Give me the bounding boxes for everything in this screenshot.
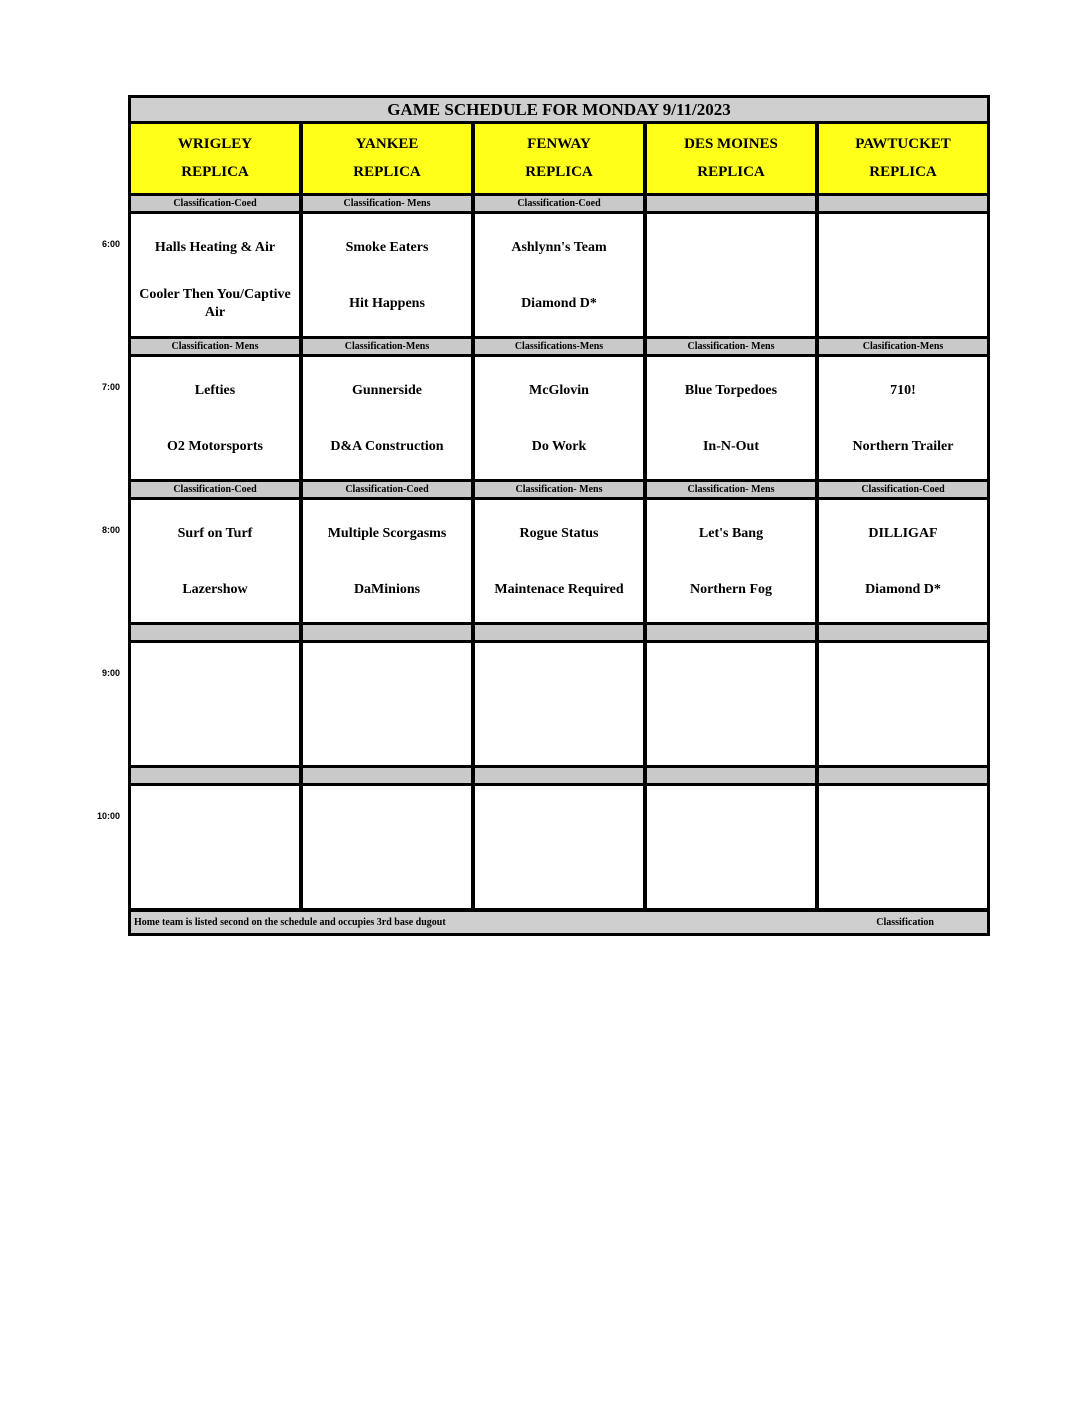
away-team: 710! — [890, 383, 916, 398]
home-team — [651, 858, 811, 894]
game-cell — [303, 786, 471, 908]
field-header — [819, 124, 987, 193]
home-team: Diamond D* — [865, 582, 941, 597]
field-name: FENWAY — [527, 136, 591, 152]
game-cell — [131, 643, 299, 765]
game-cell — [303, 500, 471, 622]
home-team — [823, 858, 983, 894]
away-team: Smoke Eaters — [345, 240, 429, 255]
footer-note: Home team is listed second on the schedule and occupies 3rd base dugout — [134, 917, 446, 928]
classification-cell: Clasification-Mens — [819, 339, 987, 354]
home-team: D&A Construction — [330, 439, 444, 454]
away-team — [823, 230, 983, 266]
home-team — [823, 715, 983, 751]
home-team — [479, 715, 639, 751]
footer-row — [131, 912, 987, 933]
schedule-table — [128, 95, 990, 936]
field-header — [303, 124, 471, 193]
home-team — [479, 858, 639, 894]
field-header — [131, 124, 299, 193]
away-team: Ashlynn's Team — [511, 240, 607, 255]
game-cell — [819, 643, 987, 765]
field-subtitle: REPLICA — [525, 164, 593, 180]
away-team: DILLIGAF — [868, 526, 938, 541]
away-team — [135, 802, 295, 838]
game-cell — [819, 500, 987, 622]
away-team: Lefties — [194, 383, 236, 398]
game-cell — [819, 357, 987, 479]
game-cell — [647, 357, 815, 479]
field-name: WRIGLEY — [177, 136, 253, 152]
game-cell — [647, 214, 815, 336]
classification-cell — [819, 768, 987, 783]
home-team: Northern Fog — [689, 582, 773, 597]
away-team — [479, 802, 639, 838]
classification-cell — [303, 625, 471, 640]
classification-cell — [131, 625, 299, 640]
field-name: DES MOINES — [684, 136, 778, 152]
classification-cell — [475, 625, 643, 640]
away-team — [307, 802, 467, 838]
classification-cell: Classification-Coed — [475, 196, 643, 211]
home-team — [135, 715, 295, 751]
time-label: 6:00 — [101, 239, 120, 249]
away-team: Surf on Turf — [177, 526, 253, 541]
game-cell — [647, 786, 815, 908]
home-team: Diamond D* — [521, 296, 597, 311]
home-team: Maintenace Required — [494, 582, 624, 597]
game-cell — [475, 214, 643, 336]
time-label: 10:00 — [96, 811, 120, 821]
classification-cell: Classification- Mens — [647, 339, 815, 354]
game-cell — [647, 643, 815, 765]
field-name: YANKEE — [355, 136, 419, 152]
home-team: DaMinions — [353, 582, 421, 597]
classification-cell: Classification- Mens — [303, 196, 471, 211]
classification-cell — [647, 625, 815, 640]
home-team: Do Work — [531, 439, 587, 454]
classification-cell: Classification- Mens — [475, 482, 643, 497]
classification-cell: Classification-Coed — [131, 196, 299, 211]
classification-cell — [475, 768, 643, 783]
game-cell — [647, 500, 815, 622]
classification-cell — [819, 625, 987, 640]
home-team — [651, 286, 811, 322]
game-cell — [819, 786, 987, 908]
home-team: Hit Happens — [349, 296, 425, 311]
game-cell — [475, 643, 643, 765]
field-subtitle: REPLICA — [697, 164, 765, 180]
footer-classification: Classification — [876, 917, 934, 928]
time-label: 7:00 — [101, 382, 120, 392]
game-cell — [475, 500, 643, 622]
home-team — [307, 858, 467, 894]
field-header — [475, 124, 643, 193]
home-team — [307, 715, 467, 751]
classification-cell: Classification-Coed — [131, 482, 299, 497]
game-cell — [303, 214, 471, 336]
away-team: Rogue Status — [519, 526, 599, 541]
away-team: Gunnerside — [351, 383, 422, 398]
home-team: Northern Trailer — [852, 439, 954, 454]
game-cell — [475, 357, 643, 479]
classification-cell: Classification-Mens — [303, 339, 471, 354]
field-subtitle: REPLICA — [353, 164, 421, 180]
game-cell — [819, 214, 987, 336]
away-team — [479, 659, 639, 695]
game-cell — [131, 214, 299, 336]
classification-cell: Classification-Coed — [819, 482, 987, 497]
game-cell — [131, 357, 299, 479]
away-team: Multiple Scorgasms — [327, 526, 447, 541]
home-team: Cooler Then You/Captive Air — [139, 287, 291, 320]
away-team — [823, 802, 983, 838]
home-team: O2 Motorsports — [166, 439, 264, 454]
away-team — [651, 230, 811, 266]
classification-cell — [647, 768, 815, 783]
away-team — [651, 802, 811, 838]
classification-cell — [131, 768, 299, 783]
away-team — [651, 659, 811, 695]
home-team — [651, 715, 811, 751]
away-team: Let's Bang — [698, 526, 764, 541]
time-label: 8:00 — [101, 525, 120, 535]
classification-cell — [647, 196, 815, 211]
home-team — [135, 858, 295, 894]
field-name: PAWTUCKET — [855, 136, 951, 152]
game-cell — [475, 786, 643, 908]
game-cell — [131, 500, 299, 622]
away-team — [135, 659, 295, 695]
field-subtitle: REPLICA — [869, 164, 937, 180]
field-header — [647, 124, 815, 193]
away-team: McGlovin — [529, 383, 589, 398]
schedule-title: GAME SCHEDULE FOR MONDAY 9/11/2023 — [131, 98, 987, 121]
away-team: Halls Heating & Air — [154, 240, 276, 255]
game-cell — [303, 643, 471, 765]
game-cell — [303, 357, 471, 479]
home-team — [823, 286, 983, 322]
game-cell — [131, 786, 299, 908]
classification-cell — [819, 196, 987, 211]
away-team — [823, 659, 983, 695]
classification-cell — [303, 768, 471, 783]
classification-cell: Classification- Mens — [131, 339, 299, 354]
home-team: Lazershow — [182, 582, 248, 597]
classification-cell: Classification- Mens — [647, 482, 815, 497]
classification-cell: Classifications-Mens — [475, 339, 643, 354]
away-team: Blue Torpedoes — [684, 383, 778, 398]
away-team — [307, 659, 467, 695]
home-team: In-N-Out — [702, 439, 759, 454]
classification-cell: Classification-Coed — [303, 482, 471, 497]
field-subtitle: REPLICA — [181, 164, 249, 180]
time-label: 9:00 — [101, 668, 120, 678]
